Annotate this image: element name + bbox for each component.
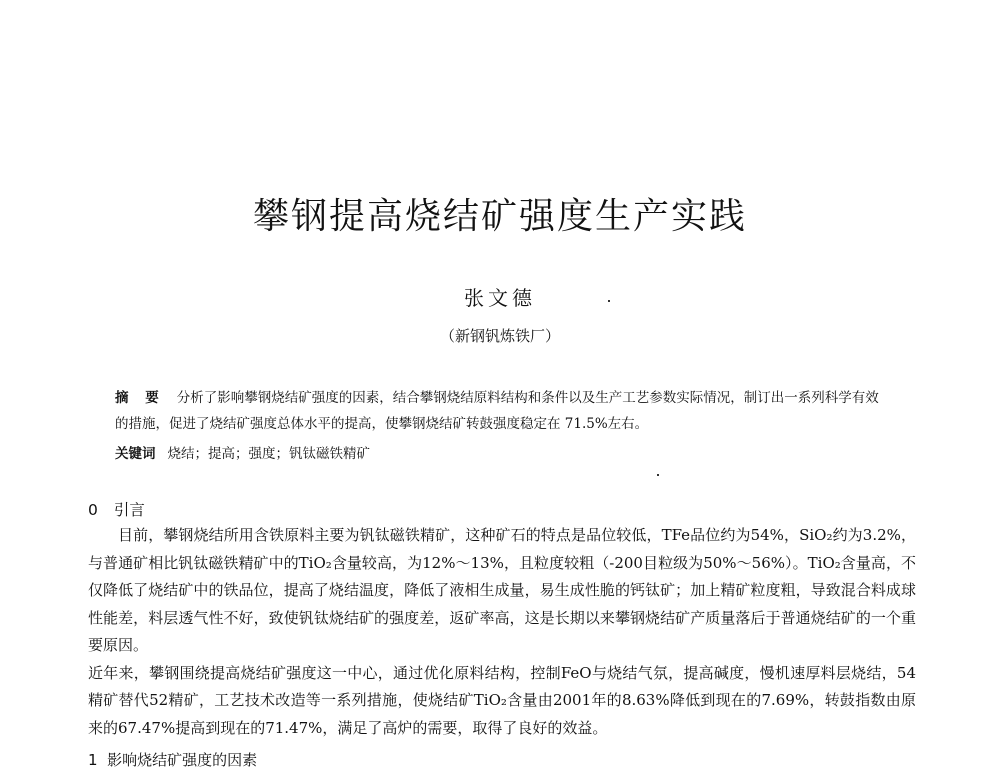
introduction-body bbox=[88, 522, 916, 742]
author-name: 张文德 bbox=[464, 286, 536, 310]
section-heading-introduction bbox=[88, 498, 145, 520]
scan-speck bbox=[608, 300, 610, 302]
paragraph: 目前，攀钢烧结所用含铁原料主要为钒钛磁铁精矿，这种矿石的特点是品位较低，TFe品位约为54%，SiO₂约为3.2%，与普通矿相比钒钛磁铁精矿中的TiO₂含量较高，为12%～13%，且粒度较粗（-200目粒级为50%～56%）。TiO₂含量高，不仅降低了烧结矿中的铁品位，提高了烧结温度，降低了液相生成量，易生成性脆的钙钛矿；加上精矿粒度粗，导致混合料成球性能差，料层透气性不好，致使钒钛烧结矿的强度差，返矿率高，这是长期以来攀钢烧结矿产质量落后于普通烧结矿的一个重要原因。 bbox=[88, 526, 916, 654]
abstract bbox=[115, 385, 885, 437]
abstract-label: 摘 要 bbox=[115, 390, 165, 406]
keywords bbox=[115, 442, 885, 462]
keywords-text: 烧结；提高；强度；钒钛磁铁精矿 bbox=[167, 446, 370, 462]
paper-title: 攀钢提高烧结矿强度生产实践 bbox=[252, 196, 747, 237]
abstract-text: 分析了影响攀钢烧结矿强度的因素，结合攀钢烧结原料结构和条件以及生产工艺参数实际情况，制订出一系列科学有效的措施，促进了烧结矿强度总体水平的提高，使攀钢烧结矿转鼓强度稳定在 71.5%左右。 bbox=[115, 390, 879, 432]
scan-speck bbox=[657, 474, 659, 476]
section-number: 0 bbox=[88, 501, 98, 519]
section-title: 影响烧结矿强度的因素 bbox=[107, 751, 258, 769]
author-affiliation: （新钢钒炼铁厂） bbox=[439, 327, 560, 345]
paragraph: 近年来，攀钢围绕提高烧结矿强度这一中心，通过优化原料结构，控制FeO与烧结气氛，提高碱度，慢机速厚料层烧结，54精矿替代52精矿，工艺技术改造等一系列措施，使烧结矿TiO₂含量由2001年的8.63%降低到现在的7.69%，转鼓指数由原来的67.47%提高到现在的71.47%，满足了高炉的需要，取得了良好的效益。 bbox=[88, 663, 916, 737]
keywords-label: 关键词 bbox=[115, 446, 156, 462]
section-number: 1 bbox=[88, 751, 98, 769]
section-title: 引言 bbox=[113, 501, 145, 519]
